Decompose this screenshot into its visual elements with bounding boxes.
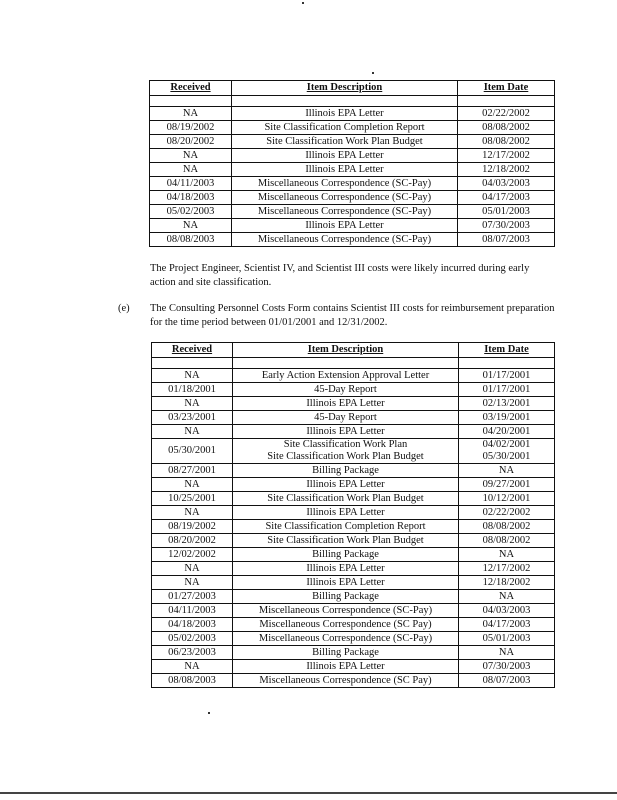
cell-item-description: Site Classification Work Plan Budget [233,492,459,506]
cell-item-description: Miscellaneous Correspondence (SC-Pay) [233,632,459,646]
table-row [152,506,555,520]
table-spacer-row [150,96,555,107]
cell-item-description: Billing Package [233,646,459,660]
cell-received: NA [150,149,232,163]
table-row [152,590,555,604]
cell-received: NA [150,219,232,233]
cell-item-date: 04/17/2003 [458,191,555,205]
cell-item-description: Site Classification Work Plan Budget [233,534,459,548]
cell-received: 08/08/2003 [150,233,232,247]
cell-item-description: Billing Package [233,548,459,562]
table-row [152,660,555,674]
cell-item-date: 05/01/2003 [459,632,555,646]
cell-item-date: 08/08/2002 [459,520,555,534]
cell-received: 08/19/2002 [150,121,232,135]
cell-received: NA [150,107,232,121]
cell-received: NA [152,562,233,576]
column-header-item-description: Item Description [233,343,459,358]
cell-item-date: 12/18/2002 [458,163,555,177]
table-row [152,646,555,660]
table-row [150,107,555,121]
cell-received: NA [152,660,233,674]
cell-item-description: 45-Day Report [233,383,459,397]
cell-item-date: 08/07/2003 [458,233,555,247]
cell-received: 06/23/2003 [152,646,233,660]
table-row [152,397,555,411]
table-row [152,464,555,478]
cell-item-description: Site Classification Completion Report [233,520,459,534]
cell-item-date: 08/08/2002 [458,135,555,149]
table-row [150,163,555,177]
cell-item-description: Illinois EPA Letter [232,107,458,121]
cell-item-description: Miscellaneous Correspondence (SC-Pay) [232,233,458,247]
table-row [150,205,555,219]
cell-received: 04/11/2003 [152,604,233,618]
table-row [152,439,555,464]
cell-item-description: Miscellaneous Correspondence (SC-Pay) [232,205,458,219]
table-row [152,618,555,632]
bottom-scan-line [0,792,617,794]
column-header-item-description: Item Description [232,81,458,96]
paragraph-cost-note: The Project Engineer, Scientist IV, and Scientist III costs were likely incurred during early action and site classification. [150,263,530,288]
table-row [152,383,555,397]
table-row [150,121,555,135]
cell-received: 01/18/2001 [152,383,233,397]
table-row [150,219,555,233]
cell-item-description [233,439,459,464]
cell-item-description: Billing Package [233,590,459,604]
table-body [150,96,555,247]
cell-item-date [459,439,555,464]
cell-item-description: 45-Day Report [233,411,459,425]
cell-received: 04/18/2003 [152,618,233,632]
cell-received: 04/11/2003 [150,177,232,191]
paragraph-consulting-costs: The Consulting Personnel Costs Form contains Scientist III costs for reimbursement preparation for the time period between 01/01/2001 and 12/31/2002. [150,303,555,328]
cell-line: Site Classification Work Plan [283,439,408,450]
cell-item-description: Illinois EPA Letter [233,397,459,411]
table-received-items-2 [151,342,555,688]
cell-item-date: 08/08/2002 [459,534,555,548]
cell-item-description: Miscellaneous Correspondence (SC-Pay) [233,604,459,618]
cell-item-date: 12/17/2002 [458,149,555,163]
cell-received: NA [152,506,233,520]
table-row [152,562,555,576]
cell-received: 08/20/2002 [152,534,233,548]
cell-item-description: Early Action Extension Approval Letter [233,369,459,383]
table-row [150,233,555,247]
cell-received: NA [152,425,233,439]
cell-item-description: Miscellaneous Correspondence (SC-Pay) [232,191,458,205]
cell-item-date: 09/27/2001 [459,478,555,492]
cell-received: 08/20/2002 [150,135,232,149]
cell-item-date: 02/13/2001 [459,397,555,411]
cell-item-date: 07/30/2003 [458,219,555,233]
cell-item-description: Illinois EPA Letter [233,506,459,520]
column-header-received: Received [150,81,232,96]
cell-item-description: Site Classification Completion Report [232,121,458,135]
cell-item-description: Illinois EPA Letter [233,660,459,674]
table-row [152,425,555,439]
cell-received: 04/18/2003 [150,191,232,205]
cell-item-description: Miscellaneous Correspondence (SC Pay) [233,618,459,632]
cell-item-date: NA [459,646,555,660]
table-row [152,548,555,562]
cell-item-date: 12/17/2002 [459,562,555,576]
cell-item-date: 04/03/2003 [459,604,555,618]
cell-item-date: 04/20/2001 [459,425,555,439]
cell-received: NA [152,478,233,492]
cell-item-description: Billing Package [233,464,459,478]
cell-item-date: 02/22/2002 [458,107,555,121]
cell-item-date: NA [459,548,555,562]
cell-received: 03/23/2001 [152,411,233,425]
table-row [150,135,555,149]
table-row [152,369,555,383]
cell-item-description: Illinois EPA Letter [232,163,458,177]
table-row [152,534,555,548]
table-body [152,358,555,688]
cell-item-description: Illinois EPA Letter [232,219,458,233]
table-spacer-row [152,358,555,369]
table-received-items-1 [149,80,555,247]
column-header-received: Received [152,343,233,358]
cell-item-description: Illinois EPA Letter [233,478,459,492]
table-row [150,191,555,205]
cell-item-description: Illinois EPA Letter [233,425,459,439]
table-row [152,632,555,646]
cell-item-date: NA [459,464,555,478]
table-row [152,492,555,506]
cell-received: 08/19/2002 [152,520,233,534]
cell-item-date: 10/12/2001 [459,492,555,506]
table-row [150,177,555,191]
cell-item-description: Miscellaneous Correspondence (SC-Pay) [232,177,458,191]
cell-received: 12/02/2002 [152,548,233,562]
column-header-item-date: Item Date [458,81,555,96]
column-header-item-date: Item Date [459,343,555,358]
cell-item-date: 07/30/2003 [459,660,555,674]
table-row [152,520,555,534]
table-row [152,604,555,618]
cell-received: 01/27/2003 [152,590,233,604]
cell-item-description: Miscellaneous Correspondence (SC Pay) [233,674,459,688]
table-header-row [150,81,555,96]
cell-item-date: 05/01/2003 [458,205,555,219]
table-header-row [152,343,555,358]
cell-received: NA [152,397,233,411]
cell-received: NA [152,369,233,383]
table-row [152,674,555,688]
cell-line: 05/30/2001 [482,451,531,462]
cell-item-date: 02/22/2002 [459,506,555,520]
table-row [152,478,555,492]
paragraph-label-e: (e) [118,303,130,314]
cell-received: NA [150,163,232,177]
cell-item-description: Illinois EPA Letter [233,576,459,590]
cell-item-date: 12/18/2002 [459,576,555,590]
cell-item-date: 08/07/2003 [459,674,555,688]
cell-received: 05/02/2003 [152,632,233,646]
scan-speck [208,712,210,714]
cell-item-date: 04/03/2003 [458,177,555,191]
cell-received: NA [152,576,233,590]
cell-received: 10/25/2001 [152,492,233,506]
table-row [152,576,555,590]
cell-item-date: 03/19/2001 [459,411,555,425]
cell-item-description: Illinois EPA Letter [233,562,459,576]
cell-line: Site Classification Work Plan Budget [267,451,424,462]
table-row [152,411,555,425]
cell-item-date: 01/17/2001 [459,369,555,383]
cell-item-date: NA [459,590,555,604]
cell-item-date: 01/17/2001 [459,383,555,397]
cell-received: 08/08/2003 [152,674,233,688]
cell-received: 05/30/2001 [152,439,233,464]
scan-speck [372,72,374,74]
cell-item-description: Site Classification Work Plan Budget [232,135,458,149]
cell-line: 04/02/2001 [482,439,531,450]
table-row [150,149,555,163]
cell-item-description: Illinois EPA Letter [232,149,458,163]
cell-item-date: 04/17/2003 [459,618,555,632]
scan-speck [302,2,304,4]
cell-item-date: 08/08/2002 [458,121,555,135]
cell-received: 05/02/2003 [150,205,232,219]
cell-received: 08/27/2001 [152,464,233,478]
